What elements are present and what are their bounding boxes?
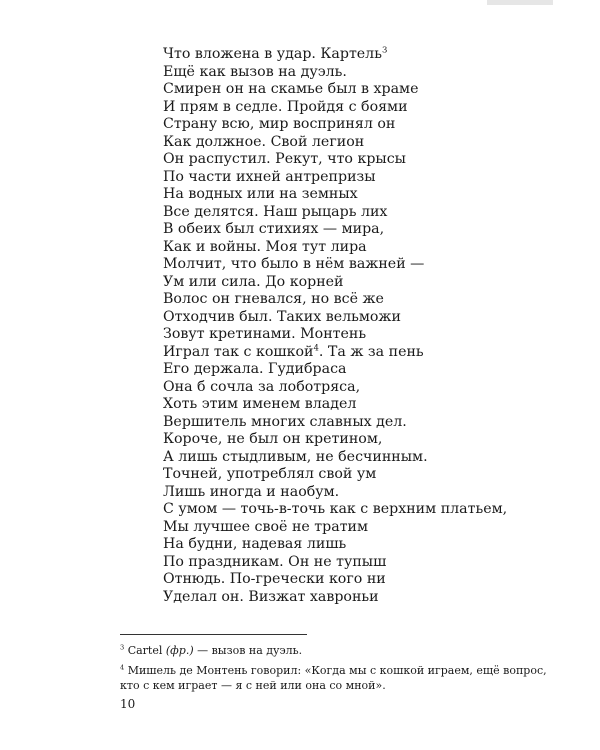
poem-line: По праздникам. Он не тупыш — [163, 553, 387, 570]
poem-line: Отходчив был. Таких вельможи — [163, 308, 401, 325]
poem-line: Играл так с кошкой$^4$. Та ж за пень — [163, 342, 424, 360]
poem-line: Лишь иногда и наобум. — [163, 483, 340, 500]
footnote-4 — [120, 663, 560, 693]
poem-line: И прям в седле. Пройдя с боями — [163, 98, 408, 115]
poem-line: На водных или на земных — [163, 186, 358, 202]
poem-line: Хоть этим именем владел — [163, 396, 357, 412]
footnote-text: — вызов на дуэль. — [193, 644, 303, 657]
footnote-divider — [120, 634, 307, 635]
footnote-text: Мишель де Монтень говорил: «Когда мы с кошкой играем, ещё вопрос, кто с кем играет — я с ней или она со мной». — [120, 664, 547, 692]
poem-line: Его держала. Гудибраса — [163, 361, 347, 377]
footnote-lang: (фр.) — [165, 644, 194, 657]
footnote-3 — [120, 643, 560, 658]
footnote-term: Cartel — [127, 644, 163, 657]
footnote-marker: 4 — [120, 663, 125, 672]
poem-line: Точней, употреблял свой ум — [163, 466, 377, 482]
poem-line: Ум или сила. До корней — [163, 273, 344, 290]
poem-line: Смирен он на скамье был в храме — [163, 81, 419, 97]
poem-line: А лишь стыдливым, не бесчинным. — [163, 448, 428, 465]
poem-line: Отнюдь. По-гречески кого ни — [163, 571, 386, 587]
poem-line: Ещё как вызов на дуэль. — [163, 63, 347, 80]
top-edge-mark — [487, 0, 553, 5]
poem-line: Молчит, что было в нём важней — — [163, 256, 425, 272]
poem-line: Волос он гневался, но всё же — [163, 291, 384, 307]
poem-line: Как и войны. Моя тут лира — [163, 238, 367, 255]
poem-line: С умом — точь-в-точь как с верхним платьем, — [163, 501, 508, 517]
poem-line: Мы лучшее своё не тратим — [163, 518, 369, 535]
poem-line: Короче, не был он кретином, — [163, 431, 383, 447]
poem-line: Что вложена в удар. Картель$^3$ — [163, 45, 388, 62]
poem-line: Все делятся. Наш рыцарь лих — [163, 203, 388, 220]
poem-line: На будни, надевая лишь — [163, 536, 347, 552]
footnote-ref-4: 4 — [313, 342, 319, 353]
poem-line: Вершитель многих славных дел. — [163, 413, 407, 430]
poem-line: Она б сочла за лоботряса, — [163, 378, 361, 395]
poem-line: Зовут кретинами. Монтень — [163, 326, 367, 342]
poem-line: Уделал он. Визжат хавроньи — [163, 588, 379, 605]
poem-line: Страну всю, мир воспринял он — [163, 116, 396, 132]
footnote-ref-3: 3 — [381, 45, 388, 56]
poem-line: Как должное. Свой легион — [163, 133, 365, 150]
footnote-marker: 3 — [120, 643, 125, 652]
poem-line: Он распустил. Рекут, что крысы — [163, 151, 406, 167]
poem-line: По части ихней антрепризы — [163, 168, 376, 185]
poem-line: В обеих был стихиях — мира, — [163, 221, 385, 237]
poem-stanza — [163, 46, 507, 606]
page-number: 10 — [120, 697, 136, 711]
